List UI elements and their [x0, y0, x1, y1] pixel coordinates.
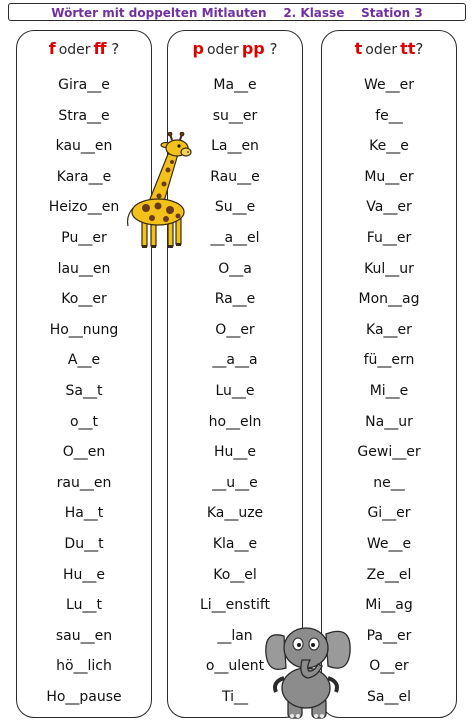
word-item: O__en — [62, 444, 106, 461]
word-item: Pa__er — [366, 627, 412, 644]
elephant-illustration — [262, 618, 354, 722]
word-item: Mu__er — [364, 168, 414, 185]
word-item: fü__ern — [363, 352, 415, 369]
column-t-tt — [321, 30, 457, 718]
word-item: Va__er — [366, 199, 412, 216]
word-item: Hu__e — [213, 444, 256, 461]
question-mark: ? — [415, 40, 424, 58]
word-item: Ke__e — [369, 138, 409, 155]
word-item: Gewi__er — [357, 444, 421, 461]
word-item: We__er — [363, 77, 414, 93]
word-item: __u__e — [212, 474, 258, 491]
worksheet-title — [8, 3, 466, 21]
word-item: o__ulent — [205, 658, 265, 675]
column-heading-p — [168, 39, 302, 58]
word-item: Kara__e — [56, 168, 112, 185]
letter-double: tt — [400, 39, 416, 58]
word-item: Sa__t — [65, 382, 103, 399]
letter-single: f — [48, 39, 56, 58]
word-item: Gi__er — [367, 505, 411, 522]
word-item: fe__ — [375, 107, 403, 124]
word-item: Pu__er — [61, 229, 107, 246]
word-item: Stra__e — [58, 107, 110, 124]
letter-single: p — [192, 39, 204, 58]
word-item: Ze__el — [366, 566, 412, 583]
oder-text: oder — [206, 42, 239, 58]
word-item: Ra__e — [214, 291, 256, 308]
letter-single: t — [354, 39, 363, 58]
word-item: Ka__er — [366, 321, 412, 338]
giraffe-illustration — [122, 132, 192, 250]
oder-text: oder — [58, 42, 91, 58]
column-heading-f — [17, 39, 151, 58]
word-item: o__t — [69, 413, 99, 430]
word-list-t — [322, 70, 456, 712]
word-item: Kla__e — [212, 535, 258, 552]
word-item: Ma__e — [213, 77, 257, 93]
word-item: O__er — [369, 658, 409, 675]
word-item: Gira__e — [58, 77, 110, 93]
word-item: Lu__e — [215, 382, 255, 399]
word-item: lau__en — [57, 260, 111, 277]
word-item: Kul__ur — [364, 260, 414, 277]
word-item: hö__lich — [56, 658, 112, 675]
question-mark: ? — [106, 40, 120, 58]
word-item: A__e — [67, 352, 101, 369]
grade-text: 2. Klasse — [283, 6, 345, 20]
oder-text: oder — [365, 42, 398, 58]
question-mark: ? — [264, 40, 278, 58]
word-item: Rau__e — [210, 168, 260, 185]
word-item: La__en — [211, 138, 259, 155]
word-item: Mon__ag — [358, 291, 420, 308]
word-item: O__a — [218, 260, 252, 277]
word-item: __a__el — [210, 229, 260, 246]
word-item: Li__enstift — [199, 597, 271, 614]
word-item: ne__ — [373, 474, 405, 491]
word-item: Hu__e — [62, 566, 105, 583]
word-item: We__e — [366, 535, 412, 552]
word-item: Sa__el — [367, 688, 411, 705]
word-item: Su__e — [214, 199, 256, 216]
word-item: ho__eln — [208, 413, 262, 430]
word-item: Lu__t — [66, 597, 102, 614]
word-item: __lan — [217, 627, 253, 644]
word-item: Ti__ — [221, 688, 248, 705]
word-item: kau__en — [55, 138, 113, 155]
word-item: sau__en — [55, 627, 113, 644]
word-item: su__er — [212, 107, 258, 124]
word-item: Ko__er — [61, 291, 107, 308]
letter-double: ff — [93, 39, 107, 58]
word-item: Ka__uze — [206, 505, 264, 522]
word-item: Mi__ag — [365, 597, 413, 614]
word-item: __a__a — [212, 352, 258, 369]
word-item: O__er — [215, 321, 255, 338]
word-item: Mi__e — [369, 382, 409, 399]
word-item: Ha__t — [64, 505, 104, 522]
word-item: Du__t — [64, 535, 104, 552]
word-item: Ho__nung — [49, 321, 119, 338]
word-item: Na__ur — [365, 413, 413, 430]
word-item: Fu__er — [366, 229, 412, 246]
column-heading-t — [322, 39, 456, 58]
word-item: Heizo__en — [48, 199, 120, 216]
station-text: Station 3 — [361, 6, 423, 20]
word-item: Ho__pause — [46, 688, 122, 705]
word-item: Ko__el — [213, 566, 257, 583]
word-item: rau__en — [56, 474, 112, 491]
title-text: Wörter mit doppelten Mitlauten — [51, 6, 267, 20]
letter-double: pp — [241, 39, 265, 58]
